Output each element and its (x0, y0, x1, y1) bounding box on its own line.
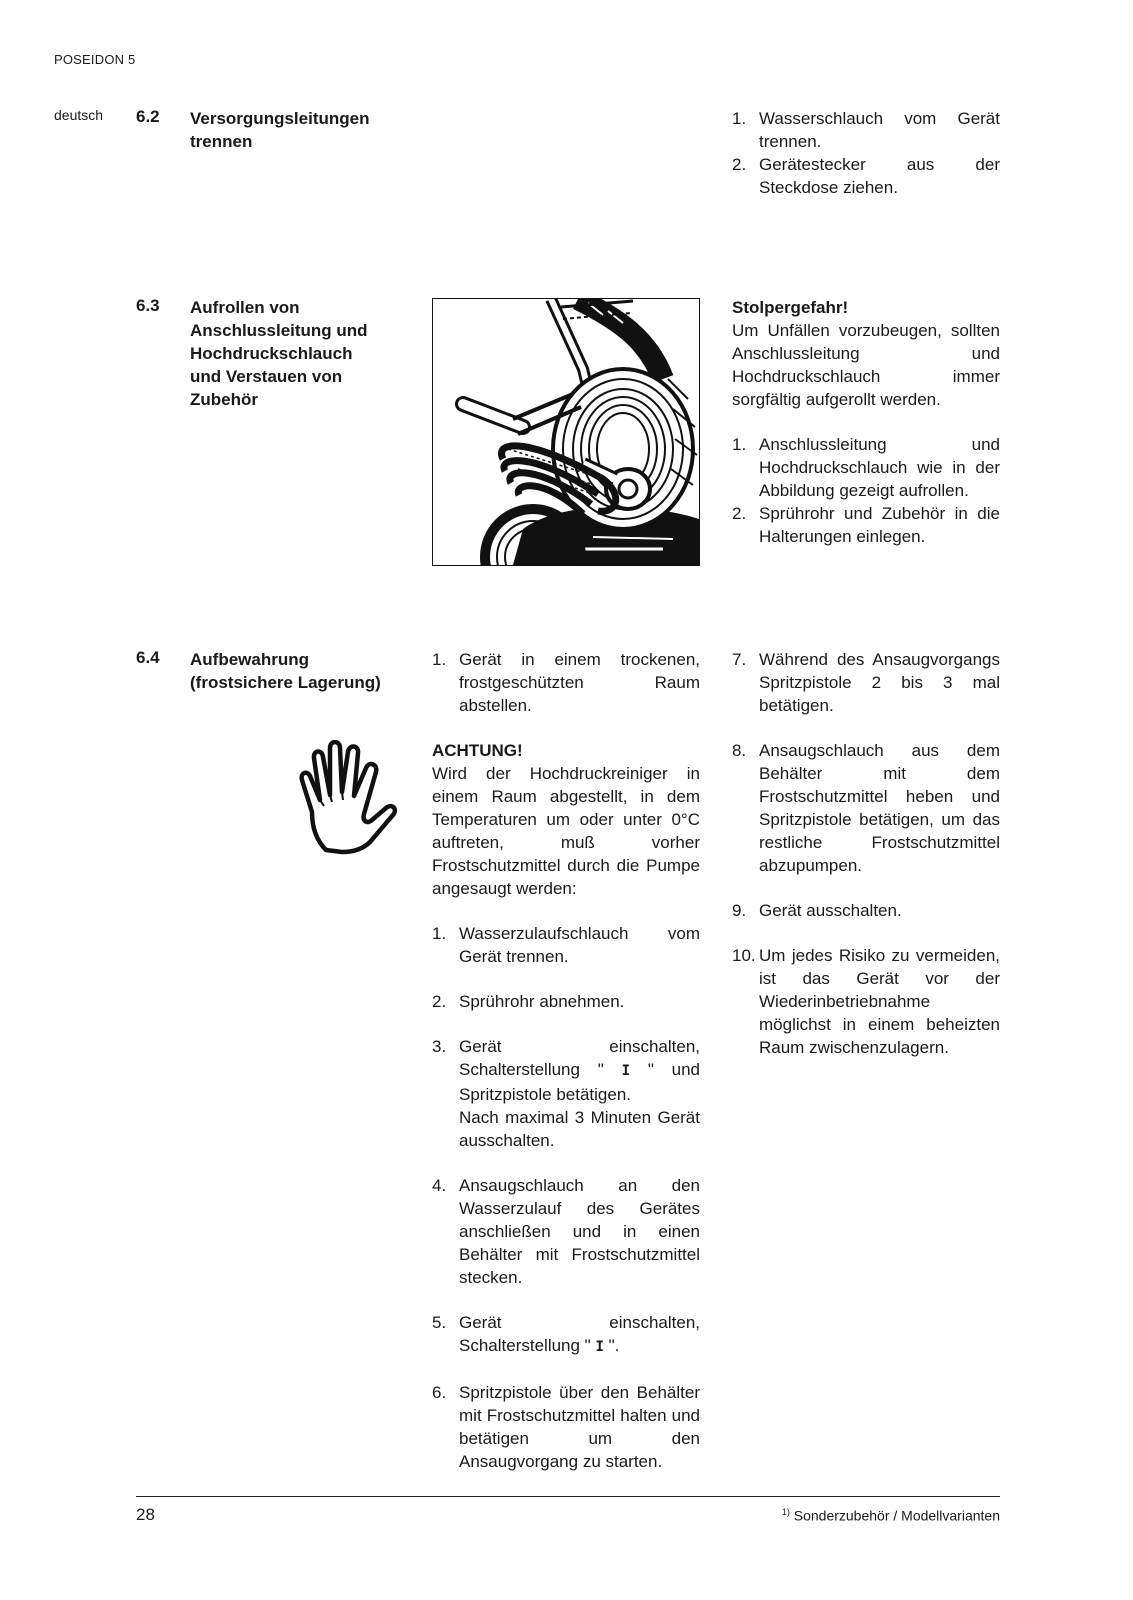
section-6-4-title-line: Aufbewahrung (190, 650, 309, 669)
list-item: 1. Gerät in einem trockenen, frostgeschützten Raum abstellen. (432, 650, 700, 715)
section-6-2-number: 6.2 (136, 107, 160, 126)
language-label: deutsch (54, 107, 104, 123)
list-item: 2. Gerätestecker aus der Steckdose ziehen. (732, 155, 1000, 197)
list-item: 7. Während des Ansaugvorgangs Spritzpistole 2 bis 3 mal betätigen. (732, 650, 1000, 715)
list-item: 1. Anschlussleitung und Hochdruckschlauch wie in der Abbildung gezeigt aufrollen. (732, 435, 1000, 500)
section-6-4-title-line: (frostsichere Lagerung) (190, 673, 381, 692)
section-6-2-title (190, 107, 410, 153)
hand-warning-icon (290, 740, 400, 855)
list-item: 9. Gerät ausschalten. (732, 901, 902, 920)
list-item: 5. Gerät einschalten, Schalterstellung " I ". (432, 1313, 700, 1355)
section-6-4-right-column (732, 648, 1000, 1059)
footnote-mark: 1) (781, 1507, 790, 1517)
warning-text: Um Unfällen vorzubeugen, sollten Anschlussleitung und Hochdruckschlauch immer sorgfältig aufgerollt werden. (732, 321, 1000, 409)
switch-position: I (621, 1063, 631, 1079)
section-6-4-middle-column (432, 648, 700, 1473)
list-item: 1. Wasserschlauch vom Gerät trennen. (732, 109, 1000, 151)
caution-text: Wird der Hochdruckreiniger in einem Raum abgestellt, in dem Temperaturen um oder unter 0°C auftreten, muß vorher Frostschutzmittel durch die Pumpe angesaugt werden: (432, 764, 700, 898)
footer-rule (136, 1496, 1000, 1497)
list-item: 2. Sprührohr und Zubehör in die Halterungen einlegen. (732, 504, 1000, 546)
section-6-3-title (190, 296, 410, 411)
section-6-4-title (190, 648, 415, 694)
switch-position: I (595, 1339, 604, 1355)
list-item: 10. Um jedes Risiko zu vermeiden, ist das Gerät vor der Wiederinbetriebnahme möglichst in einem beheizten Raum zwischenzulagern. (732, 946, 1000, 1057)
section-6-3-title-line: Hochdruckschlauch (190, 344, 353, 363)
section-6-3-text (732, 296, 1000, 548)
section-6-2-title-line: Versorgungsleitungen (190, 109, 370, 128)
section-6-3-title-line: Aufrollen von (190, 298, 300, 317)
section-6-3-number: 6.3 (136, 296, 160, 315)
section-6-2-title-line: trennen (190, 132, 253, 151)
warning-title: Stolpergefahr! (732, 298, 849, 317)
list-item: 2. Sprührohr abnehmen. (432, 992, 625, 1011)
caution-title: ACHTUNG! (432, 741, 523, 760)
list-item: 1. Wasserzulaufschlauch vom Gerät trennen. (432, 924, 700, 966)
section-6-3-title-line: Zubehör (190, 390, 258, 409)
footnote (782, 1507, 1000, 1524)
hose-reel-illustration (432, 298, 700, 566)
list-item: 8. Ansaugschlauch aus dem Behälter mit dem Frostschutzmittel heben und Spritzpistole betätigen, um das restliche Frostschutzmittel abzupumpen. (732, 741, 1000, 875)
section-6-2-steps (732, 107, 1000, 199)
list-item: 6. Spritzpistole über den Behälter mit Frostschutzmittel halten und betätigen um den Ansaugvorgang zu starten. (432, 1383, 700, 1471)
footnote-text: Sonderzubehör / Modellvarianten (793, 1507, 1000, 1524)
page-number: 28 (136, 1505, 155, 1524)
list-item: 4. Ansaugschlauch an den Wasserzulauf des Gerätes anschließen und in einen Behälter mit Frostschutzmittel stecken. (432, 1176, 700, 1287)
running-header: POSEIDON 5 (54, 52, 136, 67)
section-6-3-title-line: und Verstauen von (190, 367, 343, 386)
section-6-4-number: 6.4 (136, 648, 160, 667)
section-6-3-title-line: Anschlussleitung und (190, 321, 368, 340)
list-item: 3. Gerät einschalten, Schalterstellung " I " und Spritzpistole betätigen. Nach maximal 3 Minuten Gerät ausschalten. (432, 1037, 700, 1150)
hose-reel-drawing (433, 299, 699, 565)
